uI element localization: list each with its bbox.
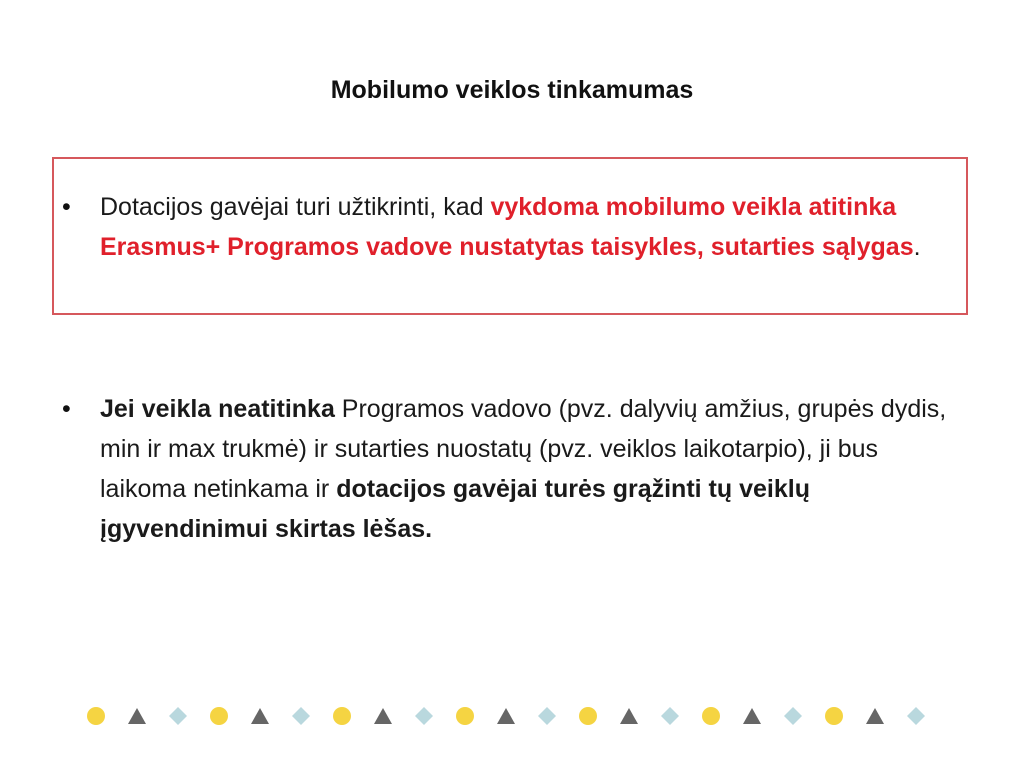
- teal-diamond-icon: [169, 707, 187, 725]
- bullet-1-part1: Dotacijos gavėjai turi užtikrinti, kad: [100, 193, 491, 221]
- yellow-circle-icon: [87, 707, 105, 725]
- teal-diamond-icon: [292, 707, 310, 725]
- bullet-marker: •: [62, 193, 71, 221]
- gray-triangle-icon: [128, 708, 146, 724]
- bullet-2-bold-lead: Jei veikla neatitinka: [100, 395, 335, 423]
- slide-title: Mobilumo veiklos tinkamumas: [330, 76, 694, 104]
- yellow-circle-icon: [702, 707, 720, 725]
- decorative-shape-row: [86, 704, 946, 728]
- gray-triangle-icon: [866, 708, 884, 724]
- teal-diamond-icon: [415, 707, 433, 725]
- teal-diamond-icon: [907, 707, 925, 725]
- gray-triangle-icon: [743, 708, 761, 724]
- bullet-2-bold-tail: dotacijos gavėjai turės grąžinti tų veiklų įgyvendinimui skirtas lėšas.: [100, 475, 810, 543]
- teal-diamond-icon: [661, 707, 679, 725]
- yellow-circle-icon: [579, 707, 597, 725]
- gray-triangle-icon: [497, 708, 515, 724]
- bullet-1-period: .: [913, 233, 921, 261]
- yellow-circle-icon: [333, 707, 351, 725]
- decorative-shapes: [86, 704, 946, 728]
- bullet-1-highlight: vykdoma mobilumo veikla atitinka Erasmus+ Programos vadove nustatytas taisykles, sutarties sąlygas: [100, 193, 914, 261]
- yellow-circle-icon: [825, 707, 843, 725]
- bullet-1-text: [100, 187, 960, 267]
- gray-triangle-icon: [251, 708, 269, 724]
- teal-diamond-icon: [784, 707, 802, 725]
- bullet-marker: •: [62, 395, 71, 423]
- teal-diamond-icon: [538, 707, 556, 725]
- yellow-circle-icon: [456, 707, 474, 725]
- gray-triangle-icon: [620, 708, 638, 724]
- bullet-2-text: [100, 389, 960, 549]
- yellow-circle-icon: [210, 707, 228, 725]
- gray-triangle-icon: [374, 708, 392, 724]
- bullet-2-body: Programos vadovo (pvz. dalyvių amžius, grupės dydis, min ir max trukmė) ir sutarties nuostatų (pvz. veiklos laikotarpio), ji bus laikoma netinkama ir: [100, 395, 947, 503]
